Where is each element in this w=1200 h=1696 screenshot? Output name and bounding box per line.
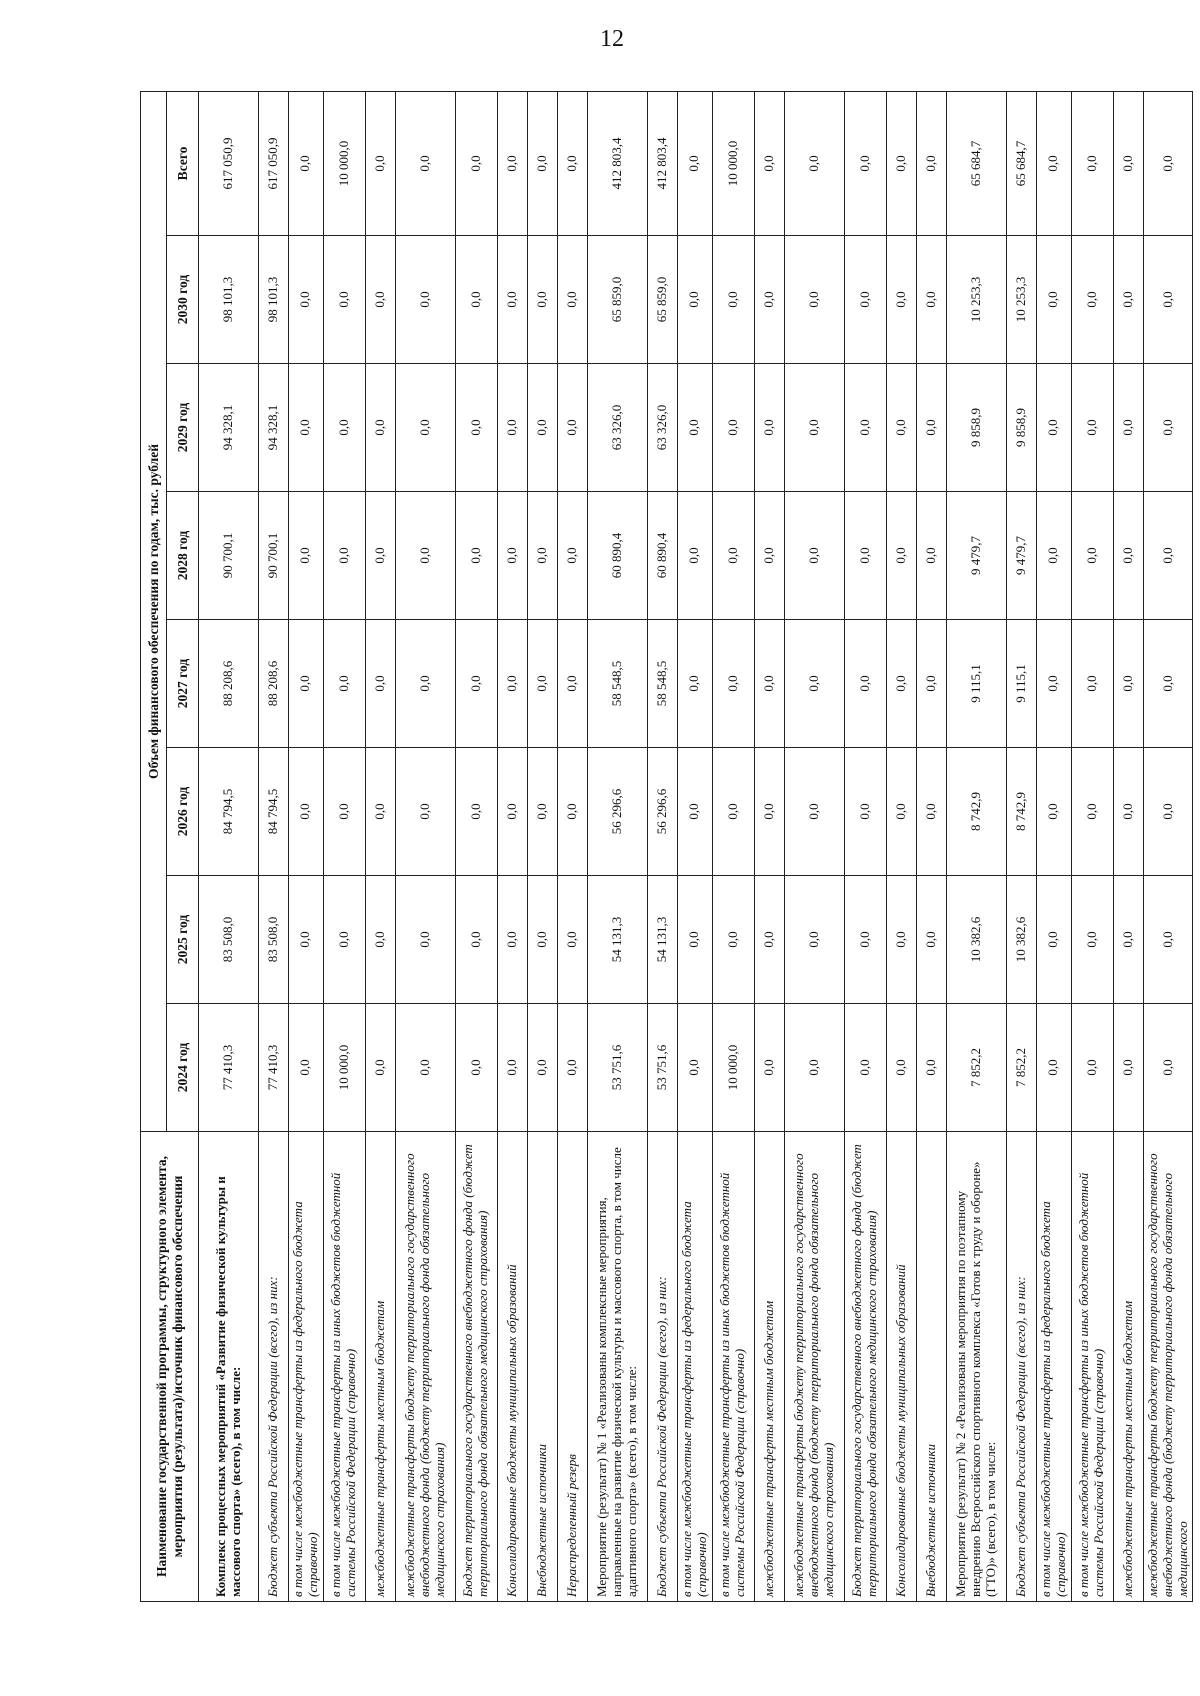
row-value: 0,0 xyxy=(289,492,324,620)
row-value: 0,0 xyxy=(677,620,712,748)
row-value: 0,0 xyxy=(784,91,844,235)
row-value: 90 700,1 xyxy=(199,492,259,620)
row-value: 0,0 xyxy=(527,620,557,748)
row-value: 0,0 xyxy=(754,876,784,1004)
row-value: 84 794,5 xyxy=(259,748,289,876)
row-value: 0,0 xyxy=(557,876,587,1004)
row-value: 617 050,9 xyxy=(259,91,289,235)
row-value: 54 131,3 xyxy=(647,876,677,1004)
table-row xyxy=(916,91,946,1601)
table-row xyxy=(1143,91,1193,1601)
table-row xyxy=(844,91,886,1601)
row-value: 0,0 xyxy=(497,492,527,620)
row-value: 0,0 xyxy=(289,876,324,1004)
rotated-table-container xyxy=(140,92,1190,1602)
row-value: 0,0 xyxy=(844,236,886,364)
row-value: 0,0 xyxy=(365,492,395,620)
row-value: 0,0 xyxy=(365,620,395,748)
row-value: 7 852,2 xyxy=(1006,1004,1036,1132)
row-value: 0,0 xyxy=(455,876,497,1004)
row-value: 65 684,7 xyxy=(1006,91,1036,235)
row-value: 0,0 xyxy=(557,91,587,235)
row-value: 65 859,0 xyxy=(587,236,647,364)
row-value: 0,0 xyxy=(1143,364,1193,492)
row-value: 90 700,1 xyxy=(259,492,289,620)
row-value: 0,0 xyxy=(1113,876,1143,1004)
row-value: 0,0 xyxy=(844,492,886,620)
row-name: межбюджетные трансферты местным бюджетам xyxy=(1113,1132,1143,1602)
row-value: 0,0 xyxy=(323,620,365,748)
row-value: 0,0 xyxy=(497,748,527,876)
row-value: 0,0 xyxy=(1071,876,1113,1004)
row-value: 0,0 xyxy=(1143,620,1193,748)
row-value: 0,0 xyxy=(784,876,844,1004)
row-value: 0,0 xyxy=(527,236,557,364)
row-name: Мероприятие (результат) № 2 «Реализованы мероприятия по поэтапному внедрению Всероссийского спортивного комплекса «Готов к труду и обороне» (ГТО)» (всего), в том числе: xyxy=(946,1132,1006,1602)
row-value: 9 115,1 xyxy=(1006,620,1036,748)
row-value: 0,0 xyxy=(1071,91,1113,235)
row-value: 0,0 xyxy=(289,364,324,492)
row-value: 0,0 xyxy=(557,364,587,492)
row-value: 0,0 xyxy=(886,620,916,748)
row-value: 98 101,3 xyxy=(199,236,259,364)
header-funding-group: Объем финансового обеспечения по годам, тыс. рублей xyxy=(141,91,167,1131)
table-row xyxy=(395,91,455,1601)
row-value: 0,0 xyxy=(1143,1004,1193,1132)
row-name: Бюджет субъекта Российской Федерации (всего), из них: xyxy=(647,1132,677,1602)
row-value: 0,0 xyxy=(527,876,557,1004)
row-value: 0,0 xyxy=(497,1004,527,1132)
header-year-0: 2024 год xyxy=(167,1004,199,1132)
table-row xyxy=(712,91,754,1601)
row-value: 0,0 xyxy=(1143,748,1193,876)
row-name: в том числе межбюджетные трансферты из федерального бюджета (справочно) xyxy=(1036,1132,1071,1602)
row-value: 0,0 xyxy=(557,620,587,748)
row-value: 0,0 xyxy=(395,876,455,1004)
table-row xyxy=(527,91,557,1601)
row-value: 0,0 xyxy=(455,236,497,364)
row-value: 0,0 xyxy=(289,91,324,235)
row-value: 10 382,6 xyxy=(946,876,1006,1004)
row-value: 8 742,9 xyxy=(1006,748,1036,876)
row-value: 98 101,3 xyxy=(259,236,289,364)
row-name: Внебюджетные источники xyxy=(527,1132,557,1602)
row-value: 0,0 xyxy=(365,236,395,364)
row-value: 0,0 xyxy=(677,748,712,876)
row-value: 0,0 xyxy=(916,620,946,748)
row-value: 10 382,6 xyxy=(1006,876,1036,1004)
row-value: 0,0 xyxy=(1071,236,1113,364)
row-value: 0,0 xyxy=(1113,492,1143,620)
header-name-column: Наименование государственной программы, структурного элемента, мероприятия (результата)/источник финансового обеспечения xyxy=(141,1132,199,1602)
row-value: 0,0 xyxy=(395,748,455,876)
row-value: 0,0 xyxy=(754,492,784,620)
row-value: 9 858,9 xyxy=(946,364,1006,492)
row-value: 0,0 xyxy=(1113,620,1143,748)
funding-table xyxy=(140,91,1193,1602)
row-value: 0,0 xyxy=(1071,492,1113,620)
row-value: 0,0 xyxy=(712,876,754,1004)
row-value: 0,0 xyxy=(916,1004,946,1132)
row-value: 0,0 xyxy=(844,1004,886,1132)
row-value: 0,0 xyxy=(754,1004,784,1132)
row-name: Бюджет территориального государственного внебюджетного фонда (бюджет территориального фонда обязательного медицинского страхования) xyxy=(844,1132,886,1602)
row-name: Мероприятие (результат) № 1 «Реализованы комплексные мероприятия, направленные на развитие физической культуры и массового спорта, в том числе адаптивного спорта» (всего), в том числе: xyxy=(587,1132,647,1602)
row-value: 53 751,6 xyxy=(587,1004,647,1132)
row-value: 0,0 xyxy=(784,364,844,492)
table-row xyxy=(677,91,712,1601)
row-value: 0,0 xyxy=(916,91,946,235)
row-value: 9 479,7 xyxy=(946,492,1006,620)
table-row xyxy=(199,91,259,1601)
row-name: в том числе межбюджетные трансферты из иных бюджетов бюджетной системы Российской Федерации (справочно) xyxy=(712,1132,754,1602)
row-value: 0,0 xyxy=(784,236,844,364)
row-value: 0,0 xyxy=(289,1004,324,1132)
row-value: 0,0 xyxy=(1143,91,1193,235)
row-value: 0,0 xyxy=(1036,748,1071,876)
table-row xyxy=(647,91,677,1601)
header-year-4: 2028 год xyxy=(167,492,199,620)
row-value: 0,0 xyxy=(1071,364,1113,492)
row-name: Бюджет территориального государственного внебюджетного фонда (бюджет территориального фонда обязательного медицинского страхования) xyxy=(455,1132,497,1602)
row-value: 0,0 xyxy=(527,91,557,235)
row-value: 88 208,6 xyxy=(259,620,289,748)
header-year-5: 2029 год xyxy=(167,364,199,492)
row-value: 0,0 xyxy=(1143,492,1193,620)
row-value: 10 253,3 xyxy=(946,236,1006,364)
row-value: 0,0 xyxy=(395,1004,455,1132)
row-value: 0,0 xyxy=(289,236,324,364)
row-value: 0,0 xyxy=(754,748,784,876)
row-value: 65 859,0 xyxy=(647,236,677,364)
row-name: в том числе межбюджетные трансферты из иных бюджетов бюджетной системы Российской Федерации (справочно) xyxy=(1071,1132,1113,1602)
table-row xyxy=(1071,91,1113,1601)
row-value: 0,0 xyxy=(557,748,587,876)
row-value: 0,0 xyxy=(289,620,324,748)
row-value: 0,0 xyxy=(677,91,712,235)
row-name: межбюджетные трансферты бюджету территориального государственного внебюджетного фонда (бюджету территориального фонда обязательного медицинского xyxy=(1143,1132,1193,1602)
row-value: 0,0 xyxy=(1036,1004,1071,1132)
row-value: 0,0 xyxy=(1113,1004,1143,1132)
row-value: 9 858,9 xyxy=(1006,364,1036,492)
row-value: 0,0 xyxy=(497,876,527,1004)
row-value: 0,0 xyxy=(916,748,946,876)
row-name: Бюджет субъекта Российской Федерации (всего), из них: xyxy=(259,1132,289,1602)
row-value: 94 328,1 xyxy=(259,364,289,492)
row-value: 0,0 xyxy=(677,364,712,492)
row-name: Внебюджетные источники xyxy=(916,1132,946,1602)
row-value: 0,0 xyxy=(754,236,784,364)
row-value: 0,0 xyxy=(712,620,754,748)
row-value: 0,0 xyxy=(289,748,324,876)
row-value: 0,0 xyxy=(323,236,365,364)
table-row xyxy=(886,91,916,1601)
table-row xyxy=(497,91,527,1601)
row-value: 0,0 xyxy=(557,492,587,620)
row-value: 0,0 xyxy=(886,364,916,492)
table-row xyxy=(946,91,1006,1601)
row-value: 84 794,5 xyxy=(199,748,259,876)
row-value: 0,0 xyxy=(527,748,557,876)
row-value: 0,0 xyxy=(455,1004,497,1132)
row-name: Консолидированные бюджеты муниципальных образований xyxy=(497,1132,527,1602)
row-value: 0,0 xyxy=(455,91,497,235)
row-value: 0,0 xyxy=(916,364,946,492)
row-value: 0,0 xyxy=(497,91,527,235)
row-value: 0,0 xyxy=(886,91,916,235)
row-value: 10 000,0 xyxy=(323,91,365,235)
row-value: 94 328,1 xyxy=(199,364,259,492)
row-value: 0,0 xyxy=(1036,876,1071,1004)
row-value: 0,0 xyxy=(1113,236,1143,364)
row-value: 0,0 xyxy=(886,876,916,1004)
row-name: Бюджет субъекта Российской Федерации (всего), из них: xyxy=(1006,1132,1036,1602)
table-row xyxy=(455,91,497,1601)
row-value: 0,0 xyxy=(455,748,497,876)
row-value: 0,0 xyxy=(527,364,557,492)
row-value: 0,0 xyxy=(497,364,527,492)
row-value: 0,0 xyxy=(365,1004,395,1132)
row-value: 10 253,3 xyxy=(1006,236,1036,364)
row-value: 63 326,0 xyxy=(647,364,677,492)
row-name: межбюджетные трансферты местным бюджетам xyxy=(365,1132,395,1602)
row-value: 0,0 xyxy=(1071,1004,1113,1132)
row-value: 0,0 xyxy=(1143,236,1193,364)
row-value: 54 131,3 xyxy=(587,876,647,1004)
row-value: 0,0 xyxy=(886,492,916,620)
row-value: 0,0 xyxy=(754,91,784,235)
header-year-7: Всего xyxy=(167,91,199,235)
row-value: 0,0 xyxy=(323,748,365,876)
row-value: 0,0 xyxy=(712,364,754,492)
row-value: 0,0 xyxy=(844,748,886,876)
table-row xyxy=(587,91,647,1601)
row-value: 77 410,3 xyxy=(259,1004,289,1132)
header-year-6: 2030 год xyxy=(167,236,199,364)
row-name: в том числе межбюджетные трансферты из иных бюджетов бюджетной системы Российской Федерации (справочно) xyxy=(323,1132,365,1602)
row-value: 0,0 xyxy=(712,236,754,364)
row-value: 0,0 xyxy=(497,620,527,748)
row-value: 0,0 xyxy=(712,748,754,876)
header-year-3: 2027 год xyxy=(167,620,199,748)
row-value: 0,0 xyxy=(527,1004,557,1132)
row-value: 8 742,9 xyxy=(946,748,1006,876)
row-name: Консолидированные бюджеты муниципальных образований xyxy=(886,1132,916,1602)
row-value: 0,0 xyxy=(1113,748,1143,876)
table-row xyxy=(289,91,324,1601)
row-value: 0,0 xyxy=(754,620,784,748)
header-year-2: 2026 год xyxy=(167,748,199,876)
table-row xyxy=(784,91,844,1601)
row-value: 0,0 xyxy=(323,876,365,1004)
row-value: 617 050,9 xyxy=(199,91,259,235)
page-number: 12 xyxy=(600,26,624,52)
row-value: 0,0 xyxy=(754,364,784,492)
row-value: 9 115,1 xyxy=(946,620,1006,748)
row-value: 0,0 xyxy=(1036,492,1071,620)
row-value: 0,0 xyxy=(784,620,844,748)
row-value: 0,0 xyxy=(1036,620,1071,748)
row-value: 0,0 xyxy=(497,236,527,364)
row-value: 0,0 xyxy=(323,492,365,620)
row-value: 65 684,7 xyxy=(946,91,1006,235)
row-value: 0,0 xyxy=(886,236,916,364)
row-value: 77 410,3 xyxy=(199,1004,259,1132)
row-value: 412 803,4 xyxy=(647,91,677,235)
table-row xyxy=(1036,91,1071,1601)
table-row xyxy=(323,91,365,1601)
row-value: 0,0 xyxy=(1143,876,1193,1004)
row-value: 0,0 xyxy=(1071,748,1113,876)
row-value: 83 508,0 xyxy=(199,876,259,1004)
row-value: 56 296,6 xyxy=(647,748,677,876)
row-value: 0,0 xyxy=(844,364,886,492)
row-value: 0,0 xyxy=(395,620,455,748)
row-value: 0,0 xyxy=(395,364,455,492)
row-value: 63 326,0 xyxy=(587,364,647,492)
row-name: в том числе межбюджетные трансферты из федерального бюджета (справочно) xyxy=(677,1132,712,1602)
row-value: 0,0 xyxy=(1036,91,1071,235)
row-name: межбюджетные трансферты бюджету территориального государственного внебюджетного фонда (бюджету территориального фонда обязательного медицинского страхования) xyxy=(395,1132,455,1602)
row-value: 56 296,6 xyxy=(587,748,647,876)
row-value: 0,0 xyxy=(395,91,455,235)
row-value: 0,0 xyxy=(677,1004,712,1132)
row-value: 0,0 xyxy=(916,492,946,620)
row-value: 0,0 xyxy=(557,236,587,364)
row-value: 0,0 xyxy=(916,876,946,1004)
row-value: 0,0 xyxy=(844,620,886,748)
row-value: 0,0 xyxy=(784,748,844,876)
row-value: 0,0 xyxy=(886,1004,916,1132)
row-value: 0,0 xyxy=(886,748,916,876)
row-value: 0,0 xyxy=(712,492,754,620)
row-value: 0,0 xyxy=(784,1004,844,1132)
table-row xyxy=(1006,91,1036,1601)
row-value: 0,0 xyxy=(365,364,395,492)
row-value: 83 508,0 xyxy=(259,876,289,1004)
row-value: 0,0 xyxy=(557,1004,587,1132)
row-value: 58 548,5 xyxy=(587,620,647,748)
row-value: 0,0 xyxy=(323,364,365,492)
row-name: межбюджетные трансферты местным бюджетам xyxy=(754,1132,784,1602)
row-name: в том числе межбюджетные трансферты из федерального бюджета (справочно) xyxy=(289,1132,324,1602)
row-value: 0,0 xyxy=(784,492,844,620)
row-value: 0,0 xyxy=(455,492,497,620)
row-value: 0,0 xyxy=(365,91,395,235)
row-value: 412 803,4 xyxy=(587,91,647,235)
row-value: 0,0 xyxy=(916,236,946,364)
row-value: 58 548,5 xyxy=(647,620,677,748)
row-value: 0,0 xyxy=(1036,364,1071,492)
row-value: 88 208,6 xyxy=(199,620,259,748)
row-value: 0,0 xyxy=(1071,620,1113,748)
table-row xyxy=(557,91,587,1601)
row-value: 0,0 xyxy=(677,236,712,364)
row-value: 10 000,0 xyxy=(323,1004,365,1132)
row-value: 0,0 xyxy=(1113,364,1143,492)
row-value: 9 479,7 xyxy=(1006,492,1036,620)
row-value: 0,0 xyxy=(677,876,712,1004)
row-value: 0,0 xyxy=(844,91,886,235)
row-value: 0,0 xyxy=(1113,91,1143,235)
row-name: Комплекс процессных мероприятий «Развитие физической культуры и массового спорта» (всего), в том числе: xyxy=(199,1132,259,1602)
table-row xyxy=(754,91,784,1601)
row-name: Нераспределенный резерв xyxy=(557,1132,587,1602)
row-value: 60 890,4 xyxy=(587,492,647,620)
row-value: 60 890,4 xyxy=(647,492,677,620)
row-value: 0,0 xyxy=(395,236,455,364)
row-value: 7 852,2 xyxy=(946,1004,1006,1132)
row-value: 0,0 xyxy=(455,620,497,748)
table-row xyxy=(259,91,289,1601)
row-value: 0,0 xyxy=(395,492,455,620)
row-value: 0,0 xyxy=(677,492,712,620)
row-value: 10 000,0 xyxy=(712,91,754,235)
row-value: 0,0 xyxy=(365,876,395,1004)
row-value: 10 000,0 xyxy=(712,1004,754,1132)
row-name: межбюджетные трансферты бюджету территориального государственного внебюджетного фонда (бюджету территориального фонда обязательного медицинского страхования) xyxy=(784,1132,844,1602)
header-year-1: 2025 год xyxy=(167,876,199,1004)
row-value: 0,0 xyxy=(844,876,886,1004)
row-value: 0,0 xyxy=(455,364,497,492)
row-value: 0,0 xyxy=(527,492,557,620)
row-value: 53 751,6 xyxy=(647,1004,677,1132)
row-value: 0,0 xyxy=(365,748,395,876)
row-value: 0,0 xyxy=(1036,236,1071,364)
table-row xyxy=(365,91,395,1601)
table-row xyxy=(1113,91,1143,1601)
